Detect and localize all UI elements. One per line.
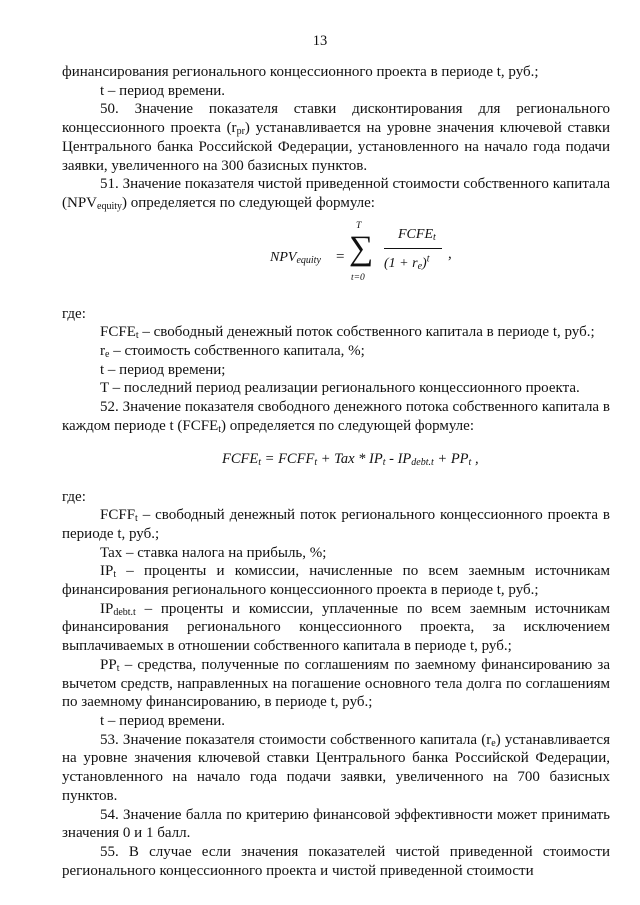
summation-sign: ∑ xyxy=(349,229,374,267)
paragraph-period-time: t – период времени. xyxy=(100,82,226,99)
page-number: 13 xyxy=(312,33,328,49)
definition-re: $r_e$ – стоимость собственного капитала, %; xyxy=(100,343,365,361)
definition-pp: $PP_t$ – средства, полученные по соглашениям по заемному финансированию за вычетом средств, направленных на погашение основного тела долга по соглашениям по заемному финансированию, в периоде t, руб.; xyxy=(62,656,610,711)
paragraph-55: 55. В случае если значения показателей чистой приведенной стоимости регионального концессионного проекта и чистой приведенной стоимости xyxy=(62,843,610,879)
fraction-bar xyxy=(384,248,442,249)
formula-npv-lhs: NPV xyxy=(270,249,297,265)
formula-npv-equity: $NPV_{equity}$ = T ∑ t=0 $FCFE_t$ $(1 + r_e)^t$ , xyxy=(270,220,452,283)
where-label: где: xyxy=(62,305,86,322)
definition-ip: $IP_t$ – проценты и комиссии, начисленные по всем заемным источникам финансирования регионального концессионного проекта в периоде t, руб.; xyxy=(62,563,610,599)
definition-ip-debt: $IP_{debt.t}$ – проценты и комиссии, уплаченные по всем заемным источникам финансирования регионального концессионного проекта, за исключением выплачиваемых в отношении собственного капитала в периоде t, руб.; xyxy=(62,600,610,655)
definition-t: t – период времени; xyxy=(100,361,226,378)
paragraph-50: 50. Значение показателя ставки дисконтирования для регионального концессионного проекта $(r_{pr})$ устанавливается на уровне значения ключевой ставки Центрального банка Российской Федерации, установленного на начало года подачи заявки, увеличенного на 300 базисных пунктов. xyxy=(62,101,610,174)
fraction-numerator: $FCFE_t$ xyxy=(398,226,436,243)
sum-lower-limit: t=0 xyxy=(351,272,365,283)
paragraph-51: 51. Значение показателя чистой приведенной стоимости собственного капитала $(NPV_{equity})$ определяется по следующей формуле: xyxy=(62,176,610,212)
definition-fcff: $FCFF_t$ – свободный денежный поток регионального концессионного проекта в периоде t, руб.; xyxy=(62,507,610,542)
where-label-2: где: xyxy=(62,488,86,505)
definition-t-2: t – период времени. xyxy=(100,712,226,729)
definition-T: T – последний период реализации регионального концессионного проекта. xyxy=(100,380,580,397)
document-body xyxy=(62,63,610,880)
paragraph-continuation: финансирования регионального концессионного проекта в периоде t, руб.; xyxy=(62,64,539,80)
sum-upper-limit: T xyxy=(356,220,362,231)
paragraph-52: 52. Значение показателя свободного денежного потока собственного капитала в каждом периоде t $(FCFE_t)$ определяется по следующей формуле: xyxy=(62,399,610,435)
definition-tax: Tax – ставка налога на прибыль, %; xyxy=(100,544,327,561)
paragraph-53: 53. Значение показателя стоимости собственного капитала $(r_e)$ устанавливается на уровне значения ключевой ставки Центрального банка Российской Федерации, установленного на начало года подачи заявки, увеличенного на 700 базисных пунктов. xyxy=(62,731,610,804)
fraction-denominator: $(1 + r_e)^t$ xyxy=(384,252,430,272)
formula-fcfe: $FCFE_t$ = $FCFF_t$ + Tax * $IP_t - IP_{debt.t} + PP_t$ , xyxy=(222,450,479,468)
paragraph-54: 54. Значение балла по критерию финансовой эффективности может принимать значения 0 и 1 балл. xyxy=(62,806,610,842)
definition-fcfe: $FCFE_t$ – свободный денежный поток собственного капитала в периоде t, руб.; xyxy=(100,324,595,342)
